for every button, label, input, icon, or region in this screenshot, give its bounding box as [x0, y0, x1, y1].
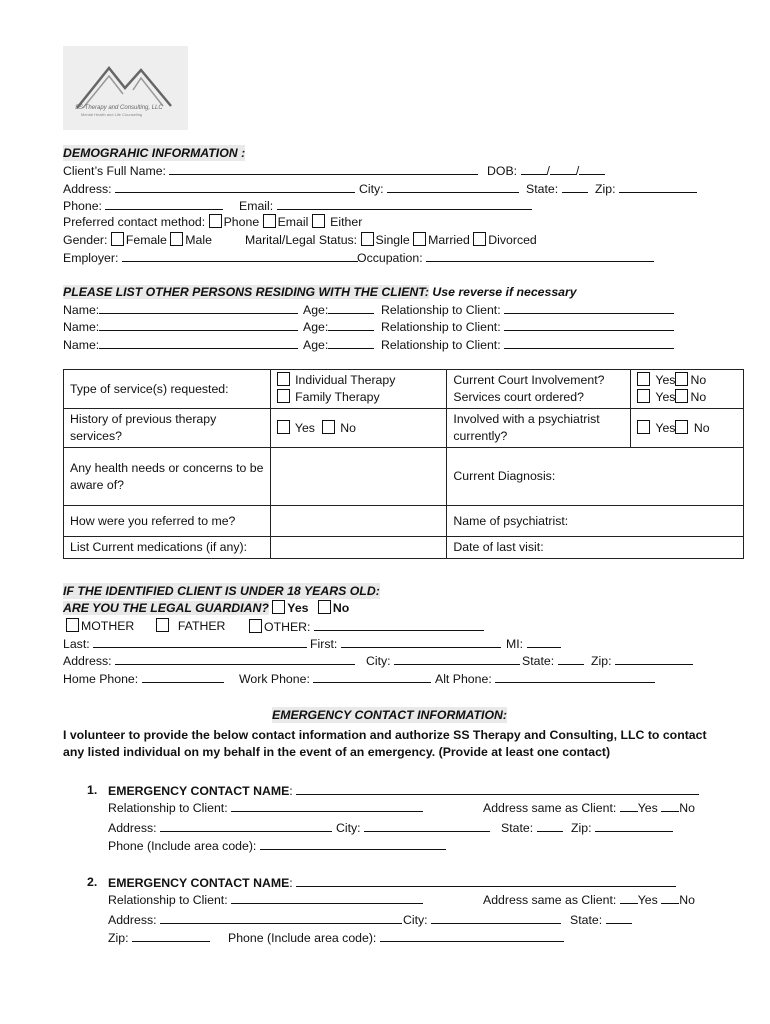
zip-field[interactable] — [619, 180, 697, 193]
contact-2-relationship-row — [108, 891, 423, 908]
guardian-question: ARE YOU THE LEGAL GUARDIAN? — [63, 601, 269, 615]
person-age-row-2 — [303, 318, 374, 335]
contact-relationship-label: Relationship to Client: — [108, 801, 228, 815]
first-label: First: — [310, 637, 338, 651]
contact-2-state-field[interactable] — [606, 911, 632, 924]
emergency-heading: EMERGENCY CONTACT INFORMATION: — [272, 708, 507, 722]
dob-year-field[interactable] — [579, 162, 605, 175]
last-name-field[interactable] — [93, 635, 307, 648]
person-rel-row-3 — [381, 336, 674, 353]
full-name-field[interactable] — [169, 162, 478, 175]
email-checkbox[interactable] — [263, 214, 276, 228]
gender-row — [63, 232, 212, 248]
contact-city-label: City: — [403, 913, 428, 927]
family-therapy-checkbox[interactable] — [277, 389, 290, 403]
marital-label: Marital/Legal Status: — [245, 233, 358, 247]
other-checkbox[interactable] — [249, 619, 262, 633]
yes-label: Yes — [655, 420, 676, 435]
no-label: No — [679, 893, 695, 907]
other-field[interactable] — [314, 618, 484, 631]
female-checkbox[interactable] — [111, 232, 124, 246]
no-label: No — [690, 390, 707, 404]
referred-field[interactable] — [270, 506, 447, 537]
contact-1-zip-row — [571, 819, 673, 836]
court-questions — [447, 370, 631, 409]
contact-2-zip-field[interactable] — [132, 929, 210, 942]
contact-2-phone-field[interactable] — [380, 929, 564, 942]
address-same-label: Address same as Client: — [483, 893, 617, 907]
contact-2-name-row: EMERGENCY CONTACT NAME: — [108, 874, 676, 891]
person-relationship-field[interactable] — [504, 318, 674, 331]
person-name-label: Name: — [63, 303, 100, 317]
court-ordered-label: Services court ordered? — [453, 390, 584, 404]
table-row — [64, 506, 744, 537]
contact-2-name-field[interactable] — [296, 874, 676, 887]
person-age-label: Age: — [303, 303, 329, 317]
dob-label: DOB: — [487, 164, 518, 178]
health-label: Any health needs or concerns to be aware of? — [64, 448, 271, 506]
court-ordered-yes-checkbox[interactable] — [637, 389, 650, 403]
work-phone-label: Work Phone: — [239, 672, 310, 686]
medications-label: List Current medications (if any): — [64, 537, 271, 559]
phone-option-label: Phone — [223, 215, 260, 229]
address-same-label: Address same as Client: — [483, 801, 617, 815]
guardian-address-row — [63, 652, 355, 669]
contact-zip-label: Zip: — [108, 931, 129, 945]
contact-1-phone-field[interactable] — [260, 837, 446, 850]
minor-heading: IF THE IDENTIFIED CLIENT IS UNDER 18 YEARS OLD: — [63, 584, 380, 598]
table-row — [64, 409, 744, 448]
phone-label: Phone: — [63, 199, 102, 213]
contact-2-same-address-row — [483, 891, 695, 908]
guardian-state-label: State: — [522, 654, 555, 668]
email-row — [239, 197, 532, 214]
gender-label: Gender: — [63, 233, 108, 247]
email-option-label: Email — [277, 215, 309, 229]
history-no-checkbox[interactable] — [322, 420, 335, 434]
contact-relationship-label: Relationship to Client: — [108, 893, 228, 907]
contact-name-label: EMERGENCY CONTACT NAME — [108, 784, 290, 798]
contact-2-address-field[interactable] — [160, 911, 402, 924]
last-visit-label: Date of last visit: — [447, 537, 744, 559]
either-checkbox[interactable] — [312, 214, 325, 228]
history-yes-checkbox[interactable] — [277, 420, 290, 434]
contact-phone-label: Phone (Include area code): — [228, 931, 377, 945]
guardian-city-field[interactable] — [394, 652, 520, 665]
contact-zip-label: Zip: — [571, 821, 592, 835]
phone-field[interactable] — [105, 197, 223, 210]
contact-state-label: State: — [501, 821, 534, 835]
address-field[interactable] — [115, 180, 355, 193]
contact-1-state-field[interactable] — [537, 819, 563, 832]
contact-2-address-row — [108, 911, 402, 928]
table-row — [64, 448, 744, 506]
home-phone-label: Home Phone: — [63, 672, 139, 686]
contact-1-state-row — [501, 819, 563, 836]
zip-row — [595, 180, 697, 197]
dob-day-field[interactable] — [550, 162, 576, 175]
person-age-label: Age: — [303, 320, 329, 334]
guardian-no-label: No — [332, 601, 350, 615]
persons-note: Use reverse if necessary — [432, 285, 577, 299]
guardian-phones-row — [63, 670, 224, 687]
guardian-zip-row — [591, 652, 693, 669]
persons-heading: PLEASE LIST OTHER PERSONS RESIDING WITH THE CLIENT: — [63, 285, 429, 299]
guardian-state-field[interactable] — [558, 652, 584, 665]
history-options — [270, 409, 447, 448]
services-table — [63, 369, 744, 559]
court-answers — [631, 370, 744, 409]
married-label: Married — [428, 233, 470, 247]
address-label: Address: — [63, 182, 112, 196]
contact-1-city-row — [336, 819, 490, 836]
yes-label: Yes — [637, 893, 658, 907]
person-age-field[interactable] — [328, 301, 374, 314]
contact-1-address-row — [108, 819, 332, 836]
guardian-mi-row — [506, 635, 561, 652]
marital-row — [245, 232, 537, 248]
court-involvement-label: Current Court Involvement? — [453, 373, 605, 387]
person-rel-row-1 — [381, 301, 674, 318]
preferred-contact-row — [63, 214, 362, 230]
person-age-row-3 — [303, 336, 374, 353]
state-field[interactable] — [562, 180, 588, 193]
state-row — [526, 180, 588, 197]
contact-1-number: 1. — [87, 783, 98, 797]
contact-2-same-no-field[interactable] — [661, 891, 679, 904]
service-type-label: Type of service(s) requested: — [64, 370, 271, 409]
court-ordered-no-checkbox[interactable] — [675, 389, 688, 403]
contact-address-label: Address: — [108, 913, 157, 927]
person-row-2 — [63, 318, 298, 335]
contact-1-address-field[interactable] — [160, 819, 332, 832]
person-relationship-label: Relationship to Client: — [381, 320, 501, 334]
person-row-3 — [63, 336, 298, 353]
contact-city-label: City: — [336, 821, 361, 835]
guardian-first-row — [310, 635, 501, 652]
logo-subtext: Mental Health and Life Counseling — [81, 112, 143, 117]
guardian-yes-label: Yes — [287, 601, 309, 615]
contact-1-name-row: EMERGENCY CONTACT NAME: — [108, 782, 699, 799]
employer-field[interactable] — [122, 249, 358, 262]
family-therapy-label: Family Therapy — [295, 390, 380, 404]
guardian-city-label: City: — [366, 654, 391, 668]
single-checkbox[interactable] — [361, 232, 374, 246]
phone-checkbox[interactable] — [209, 214, 222, 228]
guardian-last-row — [63, 635, 307, 652]
person-relationship-field[interactable] — [504, 301, 674, 314]
person-row-1 — [63, 301, 298, 318]
contact-1-city-field[interactable] — [364, 819, 490, 832]
guardian-no-checkbox[interactable] — [318, 600, 331, 614]
mi-label: MI: — [506, 637, 524, 651]
occupation-field[interactable] — [426, 249, 654, 262]
company-logo — [63, 46, 188, 130]
person-age-field[interactable] — [328, 318, 374, 331]
person-name-label: Name: — [63, 320, 100, 334]
contact-2-number: 2. — [87, 875, 98, 889]
person-name-field[interactable] — [99, 318, 298, 331]
person-age-label: Age: — [303, 338, 329, 352]
person-relationship-field[interactable] — [504, 336, 674, 349]
guardian-zip-field[interactable] — [615, 652, 693, 665]
guardian-state-row — [522, 652, 584, 669]
yes-label: Yes — [637, 801, 658, 815]
history-label: History of previous therapy services? — [64, 409, 271, 448]
full-name-label: Client’s Full Name: — [63, 164, 166, 178]
service-type-options — [270, 370, 447, 409]
person-name-field[interactable] — [99, 336, 298, 349]
contact-name-label: EMERGENCY CONTACT NAME — [108, 876, 290, 890]
divorced-checkbox[interactable] — [473, 232, 486, 246]
no-label: No — [693, 420, 710, 435]
work-phone-row — [239, 670, 431, 687]
individual-therapy-checkbox[interactable] — [277, 372, 290, 386]
demographic-heading: DEMOGRAHIC INFORMATION : — [63, 146, 246, 160]
alt-phone-label: Alt Phone: — [435, 672, 492, 686]
person-name-field[interactable] — [99, 301, 298, 314]
phone-row — [63, 197, 223, 214]
state-label: State: — [526, 182, 559, 196]
yes-label: Yes — [294, 420, 315, 435]
contact-1-relationship-field[interactable] — [231, 799, 423, 812]
contact-address-label: Address: — [108, 821, 157, 835]
court-involvement-no-checkbox[interactable] — [675, 372, 688, 386]
male-label: Male — [185, 233, 212, 247]
email-field[interactable] — [277, 197, 532, 210]
table-row — [64, 537, 744, 559]
mi-field[interactable] — [527, 635, 561, 648]
last-label: Last: — [63, 637, 90, 651]
logo-text: SS Therapy and Consulting, LLC — [75, 105, 163, 111]
occupation-row — [357, 249, 654, 266]
person-relationship-label: Relationship to Client: — [381, 303, 501, 317]
mother-checkbox[interactable] — [66, 618, 79, 632]
psychiatrist-no-checkbox[interactable] — [675, 420, 688, 434]
guardian-yes-checkbox[interactable] — [272, 600, 285, 614]
contact-1-relationship-row — [108, 799, 423, 816]
person-relationship-label: Relationship to Client: — [381, 338, 501, 352]
contact-1-name-field[interactable] — [296, 782, 699, 795]
diagnosis-label: Current Diagnosis: — [447, 448, 744, 506]
contact-2-zip-row — [108, 929, 210, 946]
alt-phone-field[interactable] — [495, 670, 655, 683]
contact-1-zip-field[interactable] — [595, 819, 673, 832]
contact-2-city-field[interactable] — [431, 911, 561, 924]
court-involvement-yes-checkbox[interactable] — [637, 372, 650, 386]
emergency-statement-line2: any listed individual on my behalf in the event of an emergency. (Provide at least one contact) — [63, 745, 611, 759]
contact-2-relationship-field[interactable] — [231, 891, 423, 904]
psychiatrist-yes-checkbox[interactable] — [637, 420, 650, 434]
father-label: FATHER — [177, 619, 226, 633]
no-label: No — [679, 801, 695, 815]
contact-1-same-yes-field[interactable] — [620, 799, 638, 812]
contact-1-same-address-row — [483, 799, 695, 816]
contact-1-same-no-field[interactable] — [661, 799, 679, 812]
table-row — [64, 370, 744, 409]
guardian-row — [63, 600, 349, 616]
alt-phone-row — [435, 670, 655, 687]
contact-state-label: State: — [570, 913, 603, 927]
health-field[interactable] — [270, 448, 447, 506]
zip-label: Zip: — [595, 182, 616, 196]
either-option-label: Either — [330, 215, 363, 229]
contact-2-city-row — [403, 911, 561, 928]
female-label: Female — [125, 233, 167, 247]
dob-month-field[interactable] — [521, 162, 547, 175]
person-rel-row-2 — [381, 318, 674, 335]
guardian-address-label: Address: — [63, 654, 112, 668]
emergency-statement-line1: I volunteer to provide the below contact information and authorize SS Therapy and Consulting, LLC to contact — [63, 728, 707, 742]
psychiatrist-label: Involved with a psychiatrist currently? — [447, 409, 631, 448]
dob-row: DOB: / / — [487, 162, 605, 179]
father-checkbox[interactable] — [156, 618, 169, 632]
employer-row — [63, 249, 358, 266]
contact-2-state-row — [570, 911, 632, 928]
address-row — [63, 180, 355, 197]
contact-2-phone-row — [228, 929, 564, 946]
persons-heading-row — [63, 284, 577, 300]
contact-phone-label: Phone (Include area code): — [108, 839, 257, 853]
referred-label: How were you referred to me? — [64, 506, 271, 537]
other-row — [249, 618, 484, 635]
father-row — [156, 618, 225, 634]
yes-label: Yes — [655, 390, 676, 404]
individual-therapy-label: Individual Therapy — [295, 373, 396, 387]
city-label: City: — [359, 182, 384, 196]
first-name-field[interactable] — [341, 635, 501, 648]
home-phone-field[interactable] — [142, 670, 224, 683]
mother-row — [66, 618, 134, 634]
divorced-label: Divorced — [488, 233, 537, 247]
occupation-label: Occupation: — [357, 251, 423, 265]
male-checkbox[interactable] — [170, 232, 183, 246]
no-label: No — [690, 373, 707, 387]
work-phone-field[interactable] — [313, 670, 431, 683]
person-age-row-1 — [303, 301, 374, 318]
person-name-label: Name: — [63, 338, 100, 352]
no-label: No — [340, 420, 356, 435]
guardian-city-row — [366, 652, 520, 669]
contact-2-same-yes-field[interactable] — [620, 891, 638, 904]
other-label: OTHER: — [264, 620, 311, 634]
employer-label: Employer: — [63, 251, 119, 265]
preferred-contact-label: Preferred contact method: — [63, 215, 206, 229]
yes-label: Yes — [655, 373, 676, 387]
psychiatrist-name-label: Name of psychiatrist: — [447, 506, 744, 537]
full-name-row — [63, 162, 478, 179]
medications-field[interactable] — [270, 537, 447, 559]
psychiatrist-options — [631, 409, 744, 448]
contact-1-phone-row — [108, 837, 446, 854]
city-row — [359, 180, 519, 197]
email-label: Email: — [239, 199, 274, 213]
mother-label: MOTHER — [81, 619, 135, 633]
guardian-address-field[interactable] — [115, 652, 355, 665]
person-age-field[interactable] — [328, 336, 374, 349]
city-field[interactable] — [387, 180, 519, 193]
married-checkbox[interactable] — [413, 232, 426, 246]
single-label: Single — [375, 233, 410, 247]
guardian-zip-label: Zip: — [591, 654, 612, 668]
